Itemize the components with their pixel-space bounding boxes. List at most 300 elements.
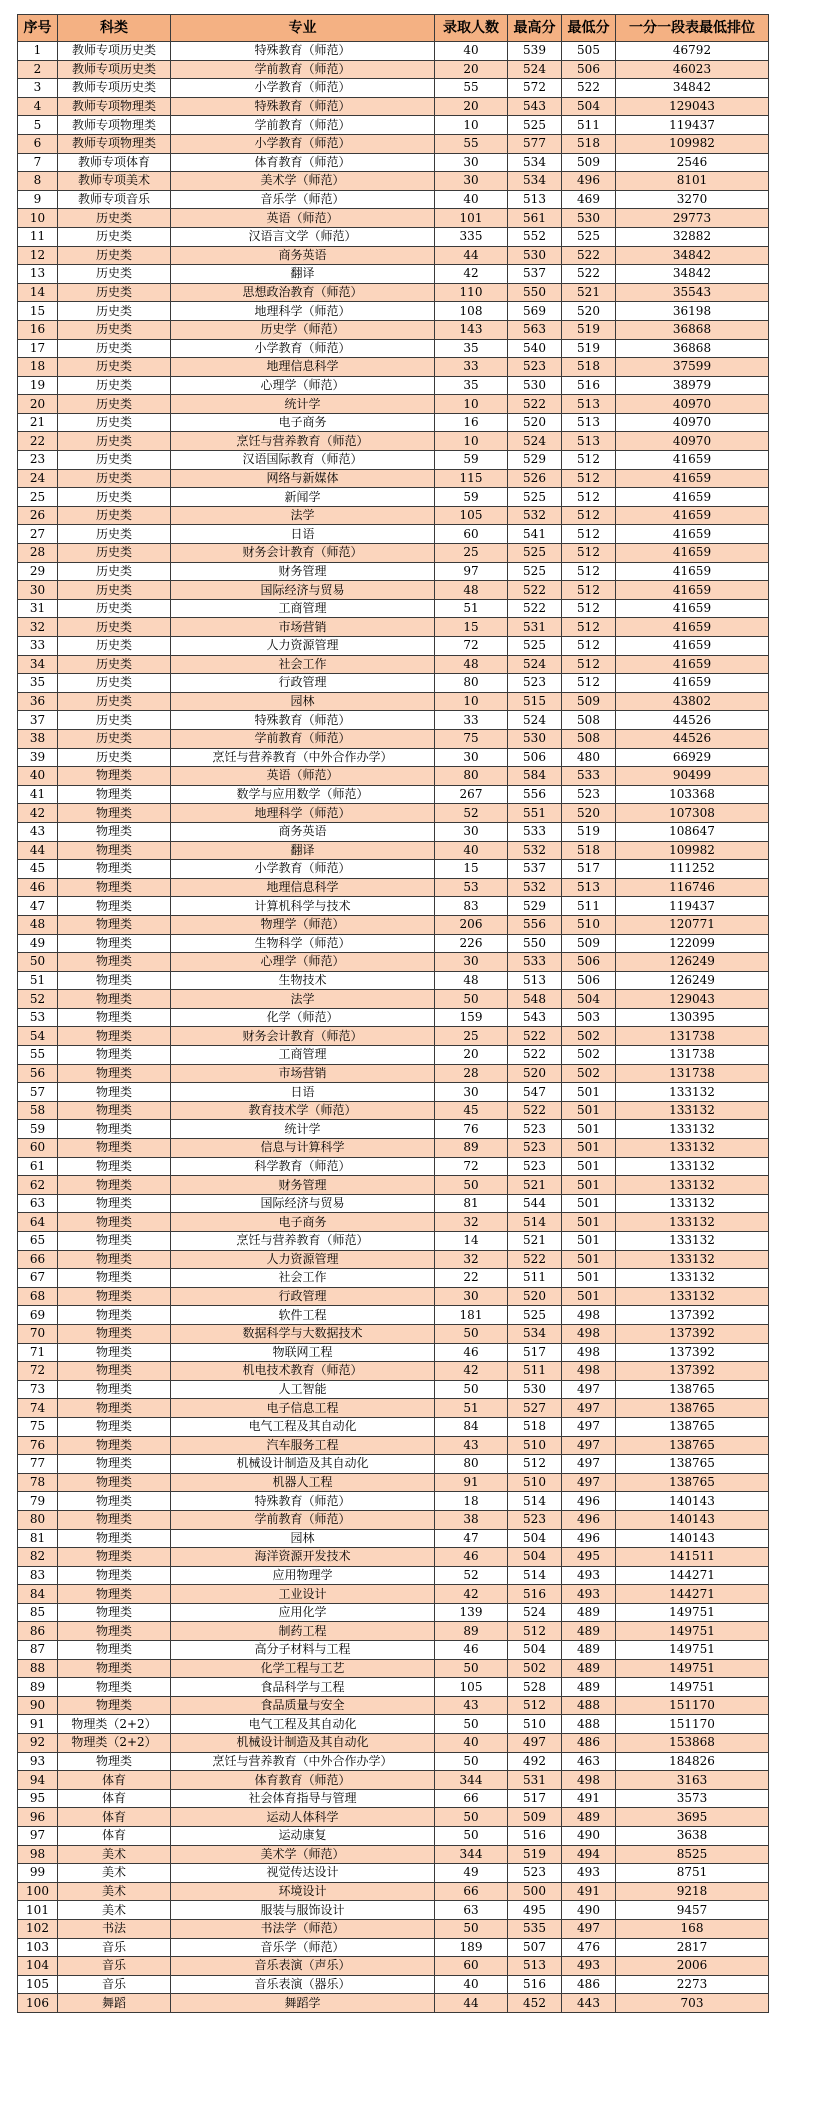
table-row (18, 637, 769, 656)
major-cell: 机械设计制造及其自动化 (171, 1455, 435, 1474)
min-score-cell: 512 (562, 506, 616, 525)
max-score-cell: 527 (508, 1399, 562, 1418)
admitted-count-cell: 30 (435, 153, 508, 172)
table-row (18, 1678, 769, 1697)
min-rank-cell: 138765 (616, 1455, 769, 1474)
header-major: 专业 (171, 15, 435, 42)
max-score-cell: 532 (508, 841, 562, 860)
serial-cell: 88 (18, 1659, 58, 1678)
max-score-cell: 563 (508, 320, 562, 339)
admitted-count-cell: 46 (435, 1548, 508, 1567)
admitted-count-cell: 40 (435, 1734, 508, 1753)
table-row (18, 1808, 769, 1827)
category-cell: 历史类 (58, 581, 171, 600)
admitted-count-cell: 189 (435, 1938, 508, 1957)
serial-cell: 83 (18, 1566, 58, 1585)
admitted-count-cell: 344 (435, 1845, 508, 1864)
major-cell: 食品科学与工程 (171, 1678, 435, 1697)
major-cell: 电子商务 (171, 1213, 435, 1232)
serial-cell: 7 (18, 153, 58, 172)
category-cell: 历史类 (58, 544, 171, 563)
major-cell: 音乐表演（声乐） (171, 1957, 435, 1976)
category-cell: 物理类 (58, 1529, 171, 1548)
table-row (18, 1529, 769, 1548)
serial-cell: 70 (18, 1324, 58, 1343)
min-score-cell: 491 (562, 1789, 616, 1808)
max-score-cell: 525 (508, 488, 562, 507)
max-score-cell: 534 (508, 172, 562, 191)
major-cell: 服装与服饰设计 (171, 1901, 435, 1920)
min-score-cell: 501 (562, 1139, 616, 1158)
table-row (18, 265, 769, 284)
admitted-count-cell: 52 (435, 804, 508, 823)
max-score-cell: 504 (508, 1548, 562, 1567)
category-cell: 物理类 (58, 1603, 171, 1622)
max-score-cell: 514 (508, 1566, 562, 1585)
serial-cell: 13 (18, 265, 58, 284)
category-cell: 教师专项物理类 (58, 97, 171, 116)
admitted-count-cell: 30 (435, 822, 508, 841)
serial-cell: 90 (18, 1696, 58, 1715)
category-cell: 物理类 (58, 785, 171, 804)
min-score-cell: 494 (562, 1845, 616, 1864)
category-cell: 体育 (58, 1827, 171, 1846)
min-rank-cell: 3573 (616, 1789, 769, 1808)
category-cell: 舞蹈 (58, 1994, 171, 2013)
admitted-count-cell: 51 (435, 599, 508, 618)
min-rank-cell: 36868 (616, 320, 769, 339)
min-rank-cell: 41659 (616, 674, 769, 693)
category-cell: 物理类 (58, 1510, 171, 1529)
category-cell: 物理类 (58, 1696, 171, 1715)
category-cell: 美术 (58, 1845, 171, 1864)
min-score-cell: 497 (562, 1380, 616, 1399)
max-score-cell: 552 (508, 227, 562, 246)
table-row (18, 1436, 769, 1455)
serial-cell: 84 (18, 1585, 58, 1604)
major-cell: 人力资源管理 (171, 1250, 435, 1269)
min-score-cell: 496 (562, 1529, 616, 1548)
min-score-cell: 512 (562, 488, 616, 507)
min-score-cell: 506 (562, 953, 616, 972)
max-score-cell: 548 (508, 990, 562, 1009)
table-row (18, 1083, 769, 1102)
min-score-cell: 496 (562, 1510, 616, 1529)
major-cell: 地理信息科学 (171, 358, 435, 377)
category-cell: 历史类 (58, 283, 171, 302)
major-cell: 高分子材料与工程 (171, 1641, 435, 1660)
max-score-cell: 520 (508, 1287, 562, 1306)
min-score-cell: 491 (562, 1882, 616, 1901)
max-score-cell: 523 (508, 1157, 562, 1176)
major-cell: 信息与计算科学 (171, 1139, 435, 1158)
table-row (18, 841, 769, 860)
min-score-cell: 463 (562, 1752, 616, 1771)
max-score-cell: 516 (508, 1975, 562, 1994)
min-score-cell: 493 (562, 1957, 616, 1976)
category-cell: 物理类 (58, 1343, 171, 1362)
table-row (18, 525, 769, 544)
table-row (18, 1194, 769, 1213)
max-score-cell: 522 (508, 1250, 562, 1269)
table-row (18, 822, 769, 841)
table-row (18, 1827, 769, 1846)
min-score-cell: 496 (562, 1492, 616, 1511)
table-row (18, 748, 769, 767)
table-row (18, 1901, 769, 1920)
admitted-count-cell: 66 (435, 1789, 508, 1808)
admitted-count-cell: 50 (435, 990, 508, 1009)
min-score-cell: 497 (562, 1455, 616, 1474)
category-cell: 历史类 (58, 674, 171, 693)
admission-table (17, 14, 769, 2013)
table-row (18, 1771, 769, 1790)
min-rank-cell: 130395 (616, 1008, 769, 1027)
category-cell: 物理类 (58, 1622, 171, 1641)
category-cell: 物理类 (58, 1101, 171, 1120)
major-cell: 应用物理学 (171, 1566, 435, 1585)
serial-cell: 26 (18, 506, 58, 525)
min-rank-cell: 137392 (616, 1306, 769, 1325)
admitted-count-cell: 60 (435, 1957, 508, 1976)
min-score-cell: 520 (562, 302, 616, 321)
table-row (18, 134, 769, 153)
table-row (18, 283, 769, 302)
serial-cell: 96 (18, 1808, 58, 1827)
min-rank-cell: 133132 (616, 1157, 769, 1176)
min-score-cell: 501 (562, 1157, 616, 1176)
serial-cell: 39 (18, 748, 58, 767)
serial-cell: 20 (18, 395, 58, 414)
min-rank-cell: 2273 (616, 1975, 769, 1994)
max-score-cell: 531 (508, 1771, 562, 1790)
major-cell: 小学教育（师范） (171, 339, 435, 358)
admitted-count-cell: 89 (435, 1622, 508, 1641)
min-score-cell: 516 (562, 376, 616, 395)
min-score-cell: 497 (562, 1473, 616, 1492)
major-cell: 汉语言文学（师范） (171, 227, 435, 246)
table-row (18, 1566, 769, 1585)
table-row (18, 60, 769, 79)
major-cell: 社会工作 (171, 655, 435, 674)
min-rank-cell: 133132 (616, 1287, 769, 1306)
min-score-cell: 530 (562, 209, 616, 228)
category-cell: 教师专项历史类 (58, 79, 171, 98)
serial-cell: 11 (18, 227, 58, 246)
serial-cell: 77 (18, 1455, 58, 1474)
major-cell: 汉语国际教育（师范） (171, 451, 435, 470)
serial-cell: 14 (18, 283, 58, 302)
admitted-count-cell: 10 (435, 395, 508, 414)
serial-cell: 23 (18, 451, 58, 470)
min-score-cell: 502 (562, 1027, 616, 1046)
min-rank-cell: 40970 (616, 413, 769, 432)
major-cell: 特殊教育（师范） (171, 97, 435, 116)
table-row (18, 1603, 769, 1622)
major-cell: 机电技术教育（师范） (171, 1362, 435, 1381)
admitted-count-cell: 52 (435, 1566, 508, 1585)
serial-cell: 63 (18, 1194, 58, 1213)
table-row (18, 674, 769, 693)
max-score-cell: 537 (508, 265, 562, 284)
category-cell: 音乐 (58, 1957, 171, 1976)
min-score-cell: 513 (562, 432, 616, 451)
max-score-cell: 514 (508, 1492, 562, 1511)
table-row (18, 1975, 769, 1994)
admitted-count-cell: 50 (435, 1827, 508, 1846)
serial-cell: 25 (18, 488, 58, 507)
min-score-cell: 496 (562, 172, 616, 191)
min-score-cell: 506 (562, 60, 616, 79)
serial-cell: 3 (18, 79, 58, 98)
max-score-cell: 541 (508, 525, 562, 544)
min-score-cell: 489 (562, 1603, 616, 1622)
min-rank-cell: 29773 (616, 209, 769, 228)
max-score-cell: 556 (508, 915, 562, 934)
admitted-count-cell: 50 (435, 1659, 508, 1678)
serial-cell: 105 (18, 1975, 58, 1994)
table-row (18, 599, 769, 618)
serial-cell: 80 (18, 1510, 58, 1529)
min-rank-cell: 107308 (616, 804, 769, 823)
admitted-count-cell: 30 (435, 748, 508, 767)
major-cell: 学前教育（师范） (171, 1510, 435, 1529)
major-cell: 特殊教育（师范） (171, 711, 435, 730)
serial-cell: 93 (18, 1752, 58, 1771)
admitted-count-cell: 159 (435, 1008, 508, 1027)
category-cell: 美术 (58, 1882, 171, 1901)
min-score-cell: 501 (562, 1120, 616, 1139)
major-cell: 机器人工程 (171, 1473, 435, 1492)
min-rank-cell: 119437 (616, 897, 769, 916)
max-score-cell: 525 (508, 1306, 562, 1325)
max-score-cell: 534 (508, 153, 562, 172)
major-cell: 电子商务 (171, 413, 435, 432)
category-cell: 物理类 (58, 1362, 171, 1381)
max-score-cell: 522 (508, 1027, 562, 1046)
header-row (18, 15, 769, 42)
admitted-count-cell: 115 (435, 469, 508, 488)
admitted-count-cell: 55 (435, 79, 508, 98)
admitted-count-cell: 181 (435, 1306, 508, 1325)
admitted-count-cell: 48 (435, 655, 508, 674)
admitted-count-cell: 43 (435, 1436, 508, 1455)
serial-cell: 60 (18, 1139, 58, 1158)
table-row (18, 1585, 769, 1604)
min-rank-cell: 151170 (616, 1715, 769, 1734)
major-cell: 财务管理 (171, 562, 435, 581)
serial-cell: 102 (18, 1919, 58, 1938)
major-cell: 园林 (171, 692, 435, 711)
admitted-count-cell: 15 (435, 860, 508, 879)
min-rank-cell: 8525 (616, 1845, 769, 1864)
admitted-count-cell: 47 (435, 1529, 508, 1548)
min-rank-cell: 3695 (616, 1808, 769, 1827)
table-row (18, 1473, 769, 1492)
category-cell: 教师专项物理类 (58, 134, 171, 153)
table-row (18, 1845, 769, 1864)
category-cell: 历史类 (58, 488, 171, 507)
major-cell: 数学与应用数学（师范） (171, 785, 435, 804)
admitted-count-cell: 206 (435, 915, 508, 934)
major-cell: 市场营销 (171, 618, 435, 637)
min-score-cell: 490 (562, 1901, 616, 1920)
min-score-cell: 513 (562, 413, 616, 432)
admitted-count-cell: 44 (435, 246, 508, 265)
min-rank-cell: 37599 (616, 358, 769, 377)
category-cell: 物理类 (58, 1492, 171, 1511)
min-rank-cell: 3163 (616, 1771, 769, 1790)
min-score-cell: 501 (562, 1176, 616, 1195)
major-cell: 烹饪与营养教育（中外合作办学） (171, 1752, 435, 1771)
table-row (18, 953, 769, 972)
admitted-count-cell: 110 (435, 283, 508, 302)
admitted-count-cell: 20 (435, 97, 508, 116)
min-rank-cell: 153868 (616, 1734, 769, 1753)
min-rank-cell: 41659 (616, 618, 769, 637)
category-cell: 物理类 (58, 1678, 171, 1697)
table-row (18, 729, 769, 748)
serial-cell: 2 (18, 60, 58, 79)
major-cell: 日语 (171, 1083, 435, 1102)
min-rank-cell: 41659 (616, 599, 769, 618)
table-row (18, 1994, 769, 2013)
min-score-cell: 510 (562, 915, 616, 934)
min-rank-cell: 41659 (616, 525, 769, 544)
max-score-cell: 521 (508, 1176, 562, 1195)
min-score-cell: 498 (562, 1343, 616, 1362)
max-score-cell: 526 (508, 469, 562, 488)
min-score-cell: 501 (562, 1194, 616, 1213)
max-score-cell: 521 (508, 1232, 562, 1251)
serial-cell: 59 (18, 1120, 58, 1139)
min-rank-cell: 109982 (616, 134, 769, 153)
max-score-cell: 525 (508, 544, 562, 563)
major-cell: 财务会计教育（师范） (171, 544, 435, 563)
serial-cell: 30 (18, 581, 58, 600)
admitted-count-cell: 80 (435, 767, 508, 786)
category-cell: 物理类 (58, 1641, 171, 1660)
max-score-cell: 514 (508, 1213, 562, 1232)
admitted-count-cell: 30 (435, 953, 508, 972)
major-cell: 电气工程及其自动化 (171, 1417, 435, 1436)
admitted-count-cell: 89 (435, 1139, 508, 1158)
serial-cell: 87 (18, 1641, 58, 1660)
header-max-score: 最高分 (508, 15, 562, 42)
max-score-cell: 522 (508, 395, 562, 414)
category-cell: 物理类 (58, 1306, 171, 1325)
admitted-count-cell: 25 (435, 1027, 508, 1046)
admitted-count-cell: 49 (435, 1864, 508, 1883)
min-score-cell: 497 (562, 1919, 616, 1938)
serial-cell: 106 (18, 1994, 58, 2013)
serial-cell: 67 (18, 1269, 58, 1288)
category-cell: 历史类 (58, 655, 171, 674)
max-score-cell: 525 (508, 116, 562, 135)
min-score-cell: 486 (562, 1975, 616, 1994)
table-row (18, 915, 769, 934)
min-score-cell: 512 (562, 451, 616, 470)
admitted-count-cell: 45 (435, 1101, 508, 1120)
max-score-cell: 517 (508, 1343, 562, 1362)
table-row (18, 711, 769, 730)
min-score-cell: 533 (562, 767, 616, 786)
admitted-count-cell: 35 (435, 339, 508, 358)
admitted-count-cell: 50 (435, 1380, 508, 1399)
min-rank-cell: 36868 (616, 339, 769, 358)
min-rank-cell: 41659 (616, 655, 769, 674)
min-score-cell: 489 (562, 1659, 616, 1678)
table-row (18, 1715, 769, 1734)
category-cell: 美术 (58, 1864, 171, 1883)
min-score-cell: 489 (562, 1808, 616, 1827)
min-score-cell: 469 (562, 190, 616, 209)
max-score-cell: 530 (508, 1380, 562, 1399)
category-cell: 音乐 (58, 1975, 171, 1994)
min-score-cell: 509 (562, 692, 616, 711)
admitted-count-cell: 42 (435, 1362, 508, 1381)
category-cell: 物理类 (58, 878, 171, 897)
min-rank-cell: 138765 (616, 1473, 769, 1492)
category-cell: 物理类 (58, 971, 171, 990)
min-rank-cell: 109982 (616, 841, 769, 860)
min-score-cell: 508 (562, 729, 616, 748)
min-rank-cell: 9218 (616, 1882, 769, 1901)
admitted-count-cell: 80 (435, 1455, 508, 1474)
max-score-cell: 512 (508, 1622, 562, 1641)
min-score-cell: 489 (562, 1678, 616, 1697)
min-rank-cell: 149751 (616, 1659, 769, 1678)
min-score-cell: 498 (562, 1771, 616, 1790)
max-score-cell: 572 (508, 79, 562, 98)
min-rank-cell: 126249 (616, 971, 769, 990)
min-rank-cell: 46023 (616, 60, 769, 79)
min-rank-cell: 131738 (616, 1064, 769, 1083)
major-cell: 行政管理 (171, 1287, 435, 1306)
category-cell: 教师专项体育 (58, 153, 171, 172)
major-cell: 物理学（师范） (171, 915, 435, 934)
min-score-cell: 502 (562, 1064, 616, 1083)
major-cell: 学前教育（师范） (171, 729, 435, 748)
admitted-count-cell: 59 (435, 451, 508, 470)
category-cell: 历史类 (58, 209, 171, 228)
max-score-cell: 523 (508, 358, 562, 377)
table-row (18, 358, 769, 377)
category-cell: 物理类 (58, 915, 171, 934)
min-score-cell: 511 (562, 116, 616, 135)
table-row (18, 1919, 769, 1938)
serial-cell: 66 (18, 1250, 58, 1269)
serial-cell: 82 (18, 1548, 58, 1567)
category-cell: 物理类 (58, 1250, 171, 1269)
major-cell: 人工智能 (171, 1380, 435, 1399)
table-row (18, 190, 769, 209)
category-cell: 物理类 (58, 1139, 171, 1158)
serial-cell: 98 (18, 1845, 58, 1864)
major-cell: 小学教育（师范） (171, 134, 435, 153)
admitted-count-cell: 14 (435, 1232, 508, 1251)
max-score-cell: 569 (508, 302, 562, 321)
min-rank-cell: 103368 (616, 785, 769, 804)
min-score-cell: 512 (562, 544, 616, 563)
admitted-count-cell: 53 (435, 878, 508, 897)
table-row (18, 97, 769, 116)
min-rank-cell: 184826 (616, 1752, 769, 1771)
admitted-count-cell: 80 (435, 674, 508, 693)
admitted-count-cell: 81 (435, 1194, 508, 1213)
min-score-cell: 513 (562, 878, 616, 897)
serial-cell: 24 (18, 469, 58, 488)
